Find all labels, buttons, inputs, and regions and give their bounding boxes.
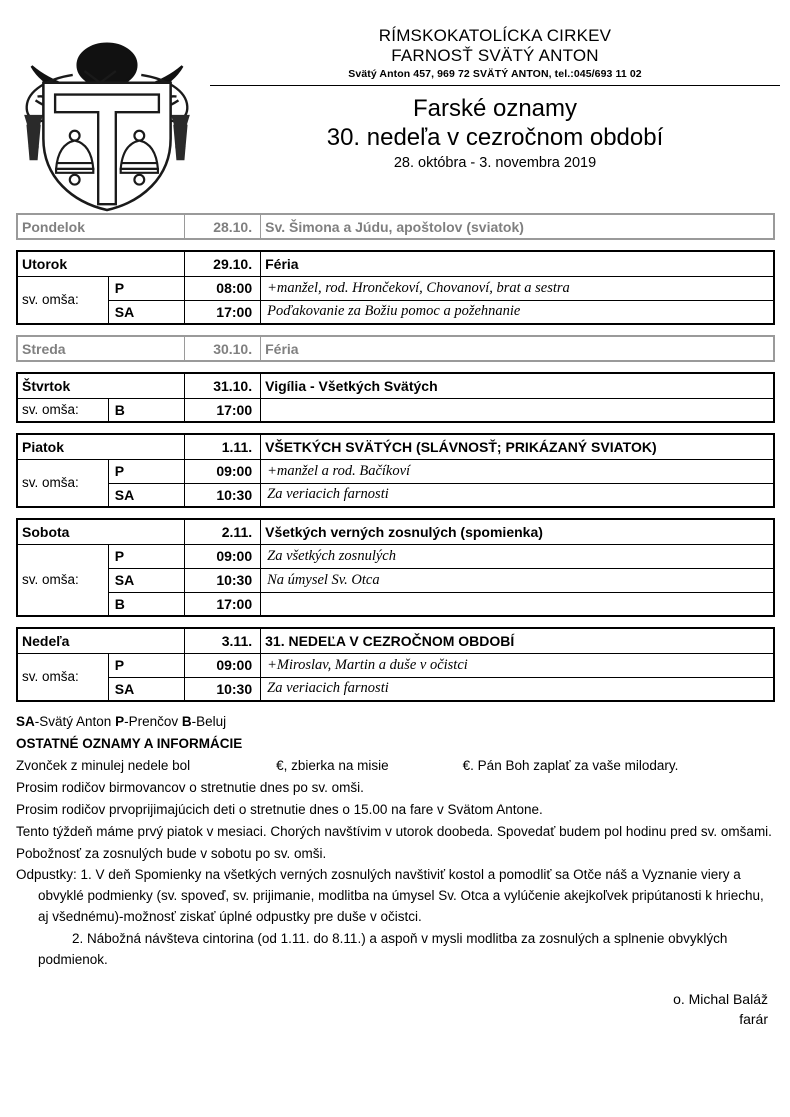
mass-row [17, 677, 774, 701]
schedule-day-header-row [17, 434, 774, 459]
mass-label: sv. omša: [17, 653, 108, 701]
abbreviation-legend [16, 712, 774, 733]
schedule-day-header-row [17, 336, 774, 361]
schedule-day-header-row [17, 214, 774, 239]
feast-name: Féria [261, 336, 774, 361]
feast-name: Sv. Šimona a Júdu, apoštolov (sviatok) [261, 214, 774, 239]
day-name: Sobota [17, 519, 184, 544]
collection-note [16, 756, 774, 777]
mass-place: P [108, 653, 184, 677]
date-range: 28. októbra - 3. novembra 2019 [393, 154, 597, 171]
schedule-day-block [16, 250, 775, 325]
mass-intention: +manžel a rod. Bačíkoví [261, 459, 774, 483]
day-name: Piatok [17, 434, 184, 459]
mass-intention: Za všetkých zosnulých [261, 544, 774, 568]
mass-place: SA [108, 300, 184, 324]
mass-label: sv. omša: [17, 544, 108, 616]
legend-b-abbr: B [181, 714, 192, 729]
mass-intention: Za veriacich farnosti [261, 677, 774, 701]
schedule-day-block [16, 213, 775, 240]
mass-row [17, 568, 774, 592]
mass-place: P [108, 544, 184, 568]
signature-role: farár [739, 1011, 768, 1028]
legend-sa-abbr: SA [16, 714, 35, 729]
schedule-day-block [16, 372, 775, 423]
signature-block [0, 989, 768, 1030]
day-date: 1.11. [184, 434, 260, 459]
announcement-item: Prosim rodičov birmovancov o stretnutie dnes po sv. omši. [16, 779, 364, 795]
mass-intention: +manžel, rod. Hrončekoví, Chovanoví, brat a sestra [261, 276, 774, 300]
mass-row [17, 300, 774, 324]
day-date: 3.11. [184, 628, 260, 653]
mass-time: 17:00 [184, 592, 260, 616]
mass-label: sv. omša: [17, 398, 108, 422]
schedule-day-header-row [17, 519, 774, 544]
signature-name: o. Michal Baláž [673, 991, 768, 1008]
schedule-day-header-row [17, 251, 774, 276]
day-name: Pondelok [17, 214, 184, 239]
legend-b-text: -Beluj [191, 714, 227, 729]
mass-time: 08:00 [184, 276, 260, 300]
mass-row [17, 592, 774, 616]
mass-time: 17:00 [184, 300, 260, 324]
header-divider [210, 85, 780, 86]
day-date: 30.10. [184, 336, 260, 361]
mass-place: P [108, 276, 184, 300]
day-date: 2.11. [184, 519, 260, 544]
mass-row [17, 398, 774, 422]
mass-label: sv. omša: [17, 459, 108, 507]
mass-time: 10:30 [184, 677, 260, 701]
mass-intention: Poďakovanie za Božiu pomoc a požehnanie [261, 300, 774, 324]
announcements-section [16, 712, 774, 971]
parish-coat-of-arms-icon [14, 26, 200, 212]
mass-place: SA [108, 677, 184, 701]
organization-line-2: FARNOSŤ SVÄTÝ ANTON [391, 46, 599, 66]
mass-row [17, 483, 774, 507]
schedule-day-header-row [17, 373, 774, 398]
mass-row [17, 544, 774, 568]
schedule-day-header-row [17, 628, 774, 653]
announcements-heading: OSTATNÉ OZNAMY A INFORMÁCIE [16, 735, 243, 751]
mass-time: 17:00 [184, 398, 260, 422]
mass-intention: +Miroslav, Martin a duše v očistci [261, 653, 774, 677]
mass-time: 10:30 [184, 568, 260, 592]
day-name: Štvrtok [17, 373, 184, 398]
day-date: 31.10. [184, 373, 260, 398]
mass-time: 09:00 [184, 653, 260, 677]
day-date: 28.10. [184, 214, 260, 239]
announcement-item: Tento týždeň máme prvý piatok v mesiaci. Chorých navštívim v utorok doobeda. Spovedať budem pol hodinu pred sv. omšami. [16, 823, 772, 839]
page-title: Farské oznamy [412, 95, 578, 123]
day-name: Streda [17, 336, 184, 361]
collection-part-1: Zvonček z minulej nedele bol [16, 757, 191, 773]
header-text-block [210, 26, 790, 171]
weekly-mass-schedule [16, 213, 775, 702]
mass-row [17, 653, 774, 677]
mass-row [17, 276, 774, 300]
mass-place: SA [108, 568, 184, 592]
mass-place: P [108, 459, 184, 483]
organization-line-1: RÍMSKOKATOLÍCKA CIRKEV [378, 26, 612, 45]
announcement-item: Pobožnosť za zosnulých bude v sobotu po sv. omši. [16, 845, 327, 861]
schedule-day-block [16, 518, 775, 617]
collection-part-3: €. Pán Boh zaplať za vaše milodary. [462, 757, 679, 773]
legend-sa-text: -Svätý Anton [34, 714, 116, 729]
announcement-item: Odpustky: 1. V deň Spomienky na všetkých verných zosnulých navštiviť kostol a pomodliť sa Otče náš a Vyznanie viery a obvyklé podmienky (sv. spoveď, sv. prijimanie, modlitba na úmysel Sv. Otca a vylúčenie akejkoľvek pripútanosti k hriechu, aj všednému)-možnosť ziskať úplné odpustky pre duše v očistci. [16, 867, 764, 925]
feast-name: Všetkých verných zosnulých (spomienka) [261, 519, 774, 544]
mass-intention: Na úmysel Sv. Otca [261, 568, 774, 592]
day-date: 29.10. [184, 251, 260, 276]
schedule-day-block [16, 433, 775, 508]
mass-place: SA [108, 483, 184, 507]
announcement-item: 2. Nábožná návšteva cintorina (od 1.11. do 8.11.) a aspoň v mysli modlitba za zosnulých a splnenie obvyklých podmienok. [38, 931, 728, 968]
day-name: Nedeľa [17, 628, 184, 653]
collection-part-2: €, zbierka na misie [276, 757, 389, 773]
announcement-item: Prosim rodičov prvoprijimajúcich deti o stretnutie dnes o 15.00 na fare v Svätom Antone. [16, 801, 543, 817]
mass-time: 09:00 [184, 459, 260, 483]
feast-name: VŠETKÝCH SVÄTÝCH (SLÁVNOSŤ; PRIKÁZANÝ SVIATOK) [261, 434, 774, 459]
mass-intention: Za veriacich farnosti [261, 483, 774, 507]
day-name: Utorok [17, 251, 184, 276]
page-subtitle: 30. nedeľa v cezročnom období [326, 124, 664, 152]
document-header [0, 0, 790, 205]
mass-time: 09:00 [184, 544, 260, 568]
schedule-day-block [16, 335, 775, 362]
feast-name: Féria [261, 251, 774, 276]
feast-name: 31. NEDEĽA V CEZROČNOM OBDOBÍ [261, 628, 774, 653]
schedule-day-block [16, 627, 775, 702]
mass-intention [261, 592, 774, 616]
legend-p-abbr: P [115, 714, 125, 729]
feast-name: Vigília - Všetkých Svätých [261, 373, 774, 398]
mass-label: sv. omša: [17, 276, 108, 324]
parish-address: Svätý Anton 457, 969 72 SVÄTÝ ANTON, tel.:045/693 11 02 [348, 68, 642, 81]
mass-place: B [108, 398, 184, 422]
mass-time: 10:30 [184, 483, 260, 507]
mass-row [17, 459, 774, 483]
legend-p-text: -Prenčov [124, 714, 182, 729]
mass-place: B [108, 592, 184, 616]
mass-intention [261, 398, 774, 422]
